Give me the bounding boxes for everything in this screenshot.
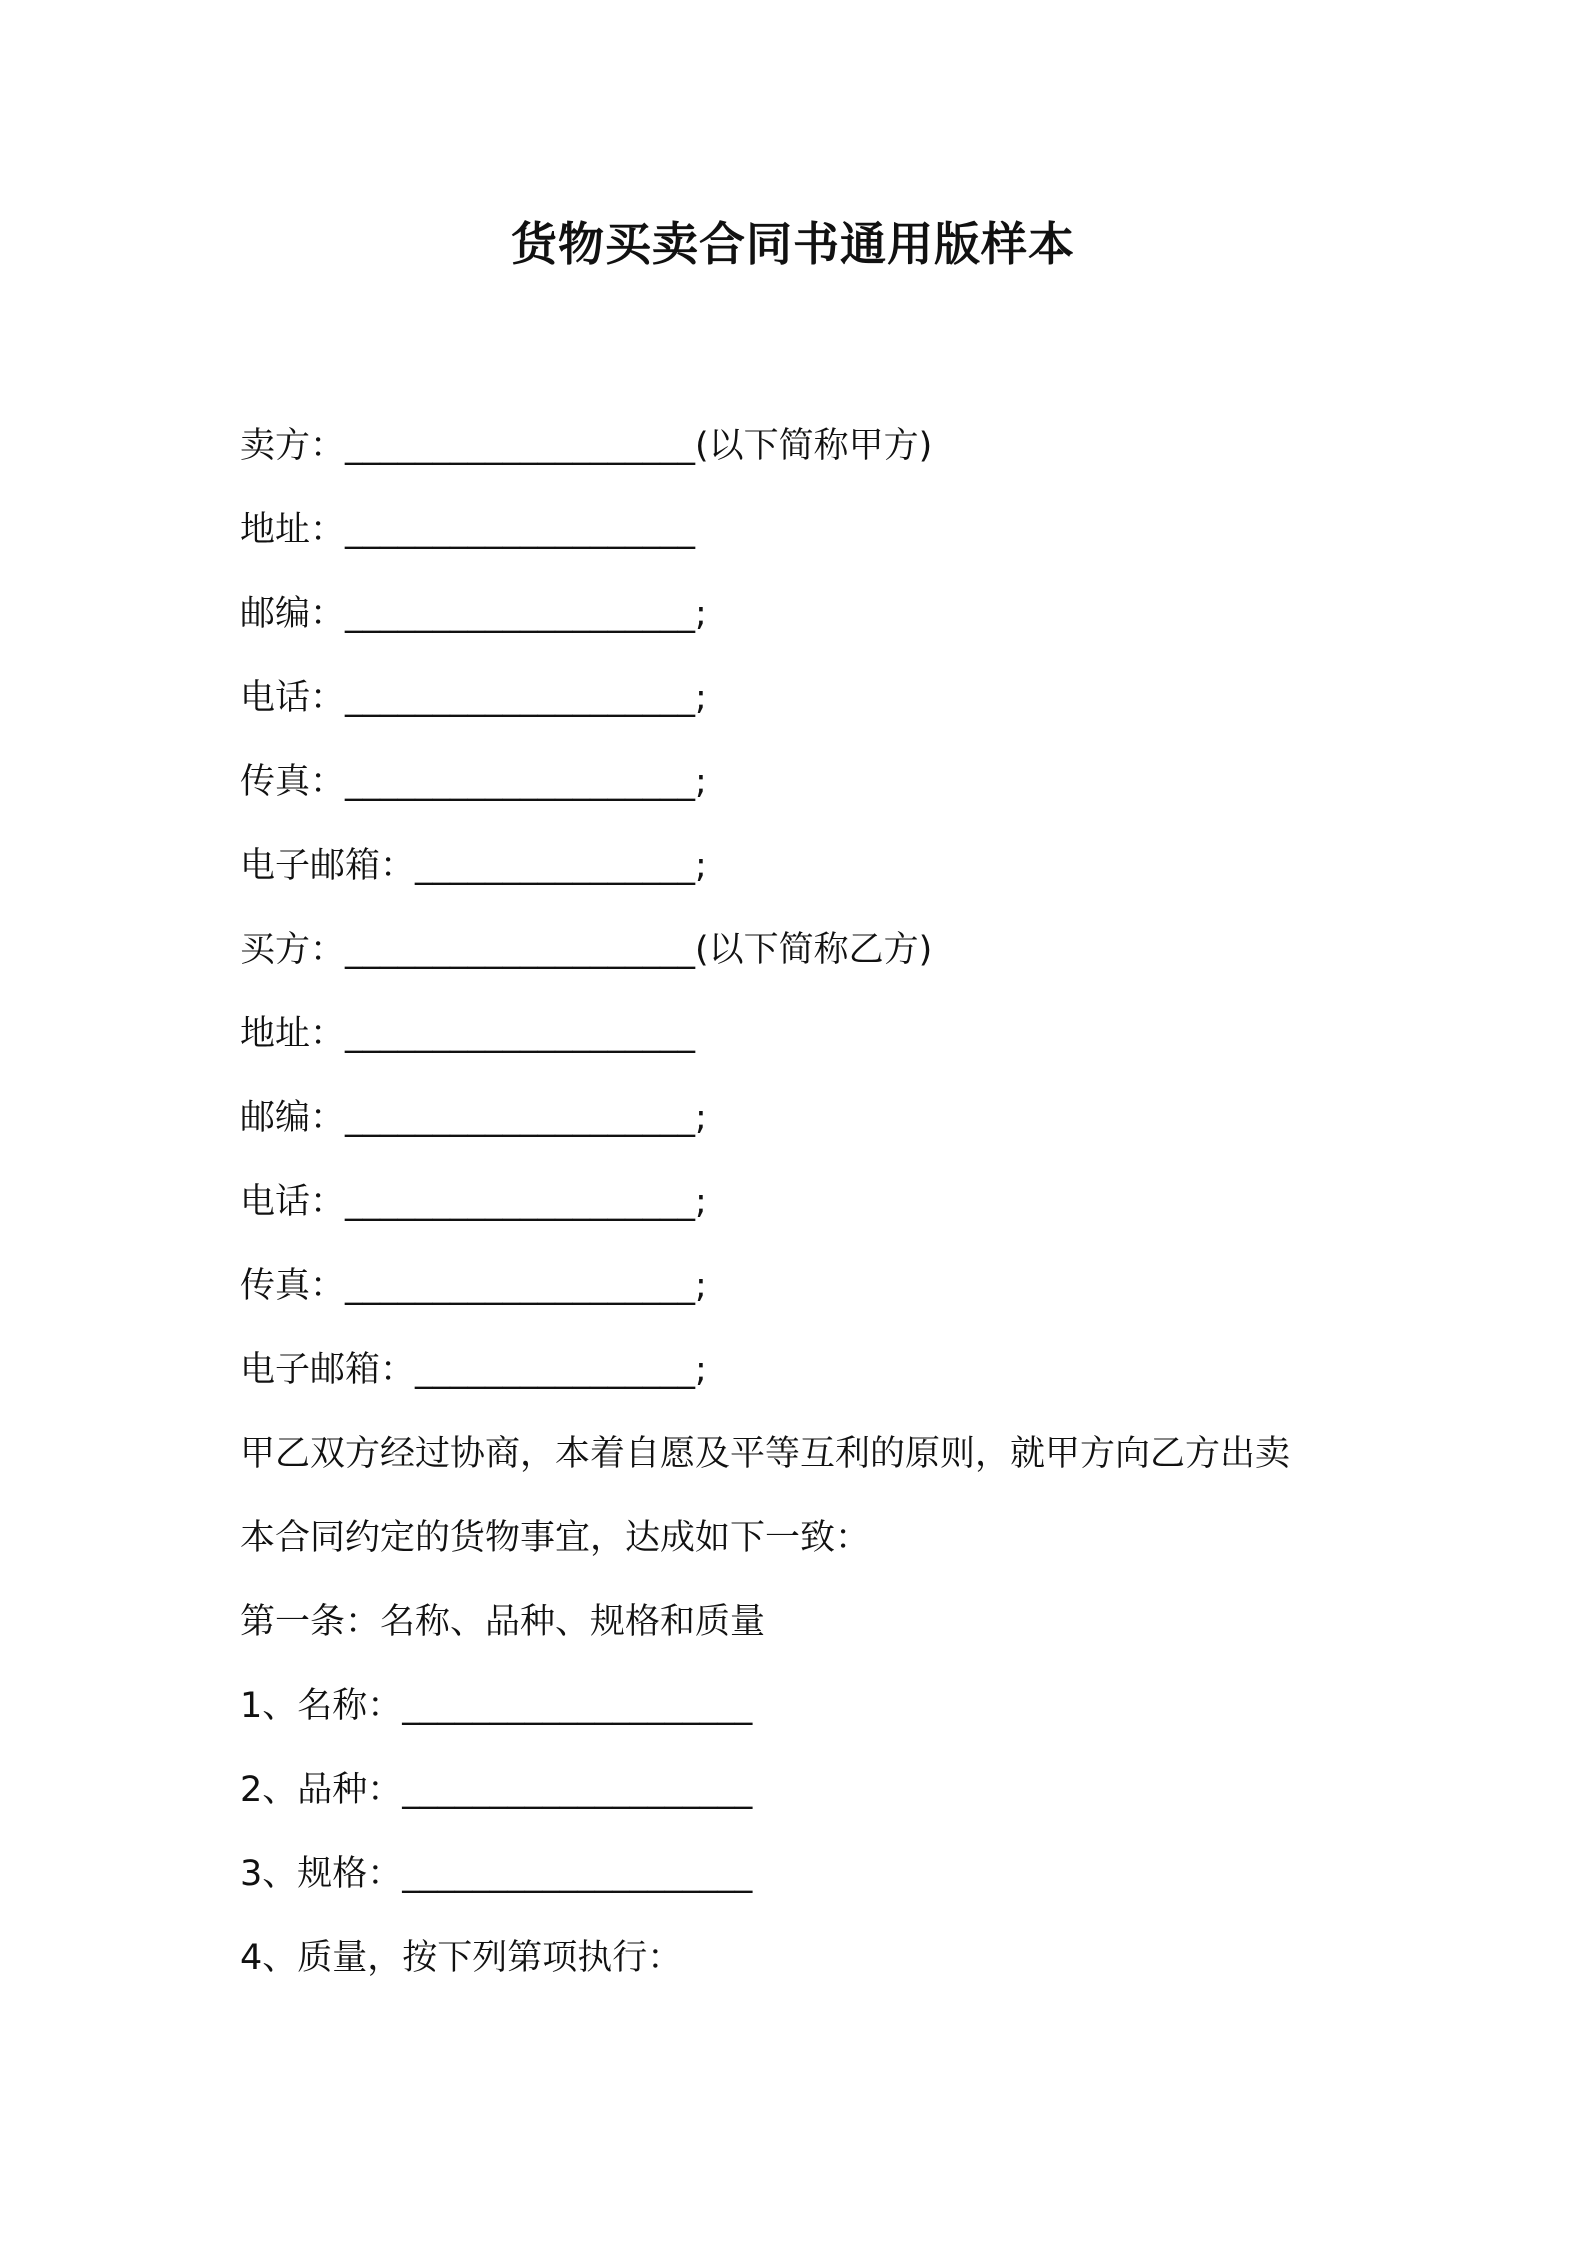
buyer-address-line: 地址：____________________ <box>240 1014 696 1054</box>
article-one-heading: 第一条：名称、品种、规格和质量 <box>240 1602 766 1642</box>
buyer-email-line: 电子邮箱：________________; <box>240 1350 707 1390</box>
agreement-intro-line-2: 本合同约定的货物事宜，达成如下一致： <box>240 1518 871 1558</box>
buyer-postcode-line: 邮编：____________________; <box>240 1098 707 1138</box>
seller-phone-line: 电话：____________________; <box>240 678 707 718</box>
document-title: 货物买卖合同书通用版样本 <box>511 217 1075 271</box>
item-quality-line: 4、质量，按下列第项执行： <box>240 1938 683 1978</box>
seller-postcode-line: 邮编：____________________; <box>240 594 707 634</box>
seller-line: 卖方：____________________(以下简称甲方) <box>240 426 933 466</box>
seller-email-line: 电子邮箱：________________; <box>240 846 707 886</box>
seller-address-line: 地址：____________________ <box>240 510 696 550</box>
seller-fax-line: 传真：____________________; <box>240 762 707 802</box>
document-body <box>240 404 1360 2000</box>
buyer-line: 买方：____________________(以下简称乙方) <box>240 930 933 970</box>
item-variety-line: 2、品种：____________________ <box>240 1770 753 1810</box>
agreement-intro-line-1: 甲乙双方经过协商，本着自愿及平等互利的原则，就甲方向乙方出卖 <box>240 1434 1291 1474</box>
buyer-fax-line: 传真：____________________; <box>240 1266 707 1306</box>
item-name-line: 1、名称：____________________ <box>240 1686 753 1726</box>
item-spec-line: 3、规格：____________________ <box>240 1854 753 1894</box>
buyer-phone-line: 电话：____________________; <box>240 1182 707 1222</box>
